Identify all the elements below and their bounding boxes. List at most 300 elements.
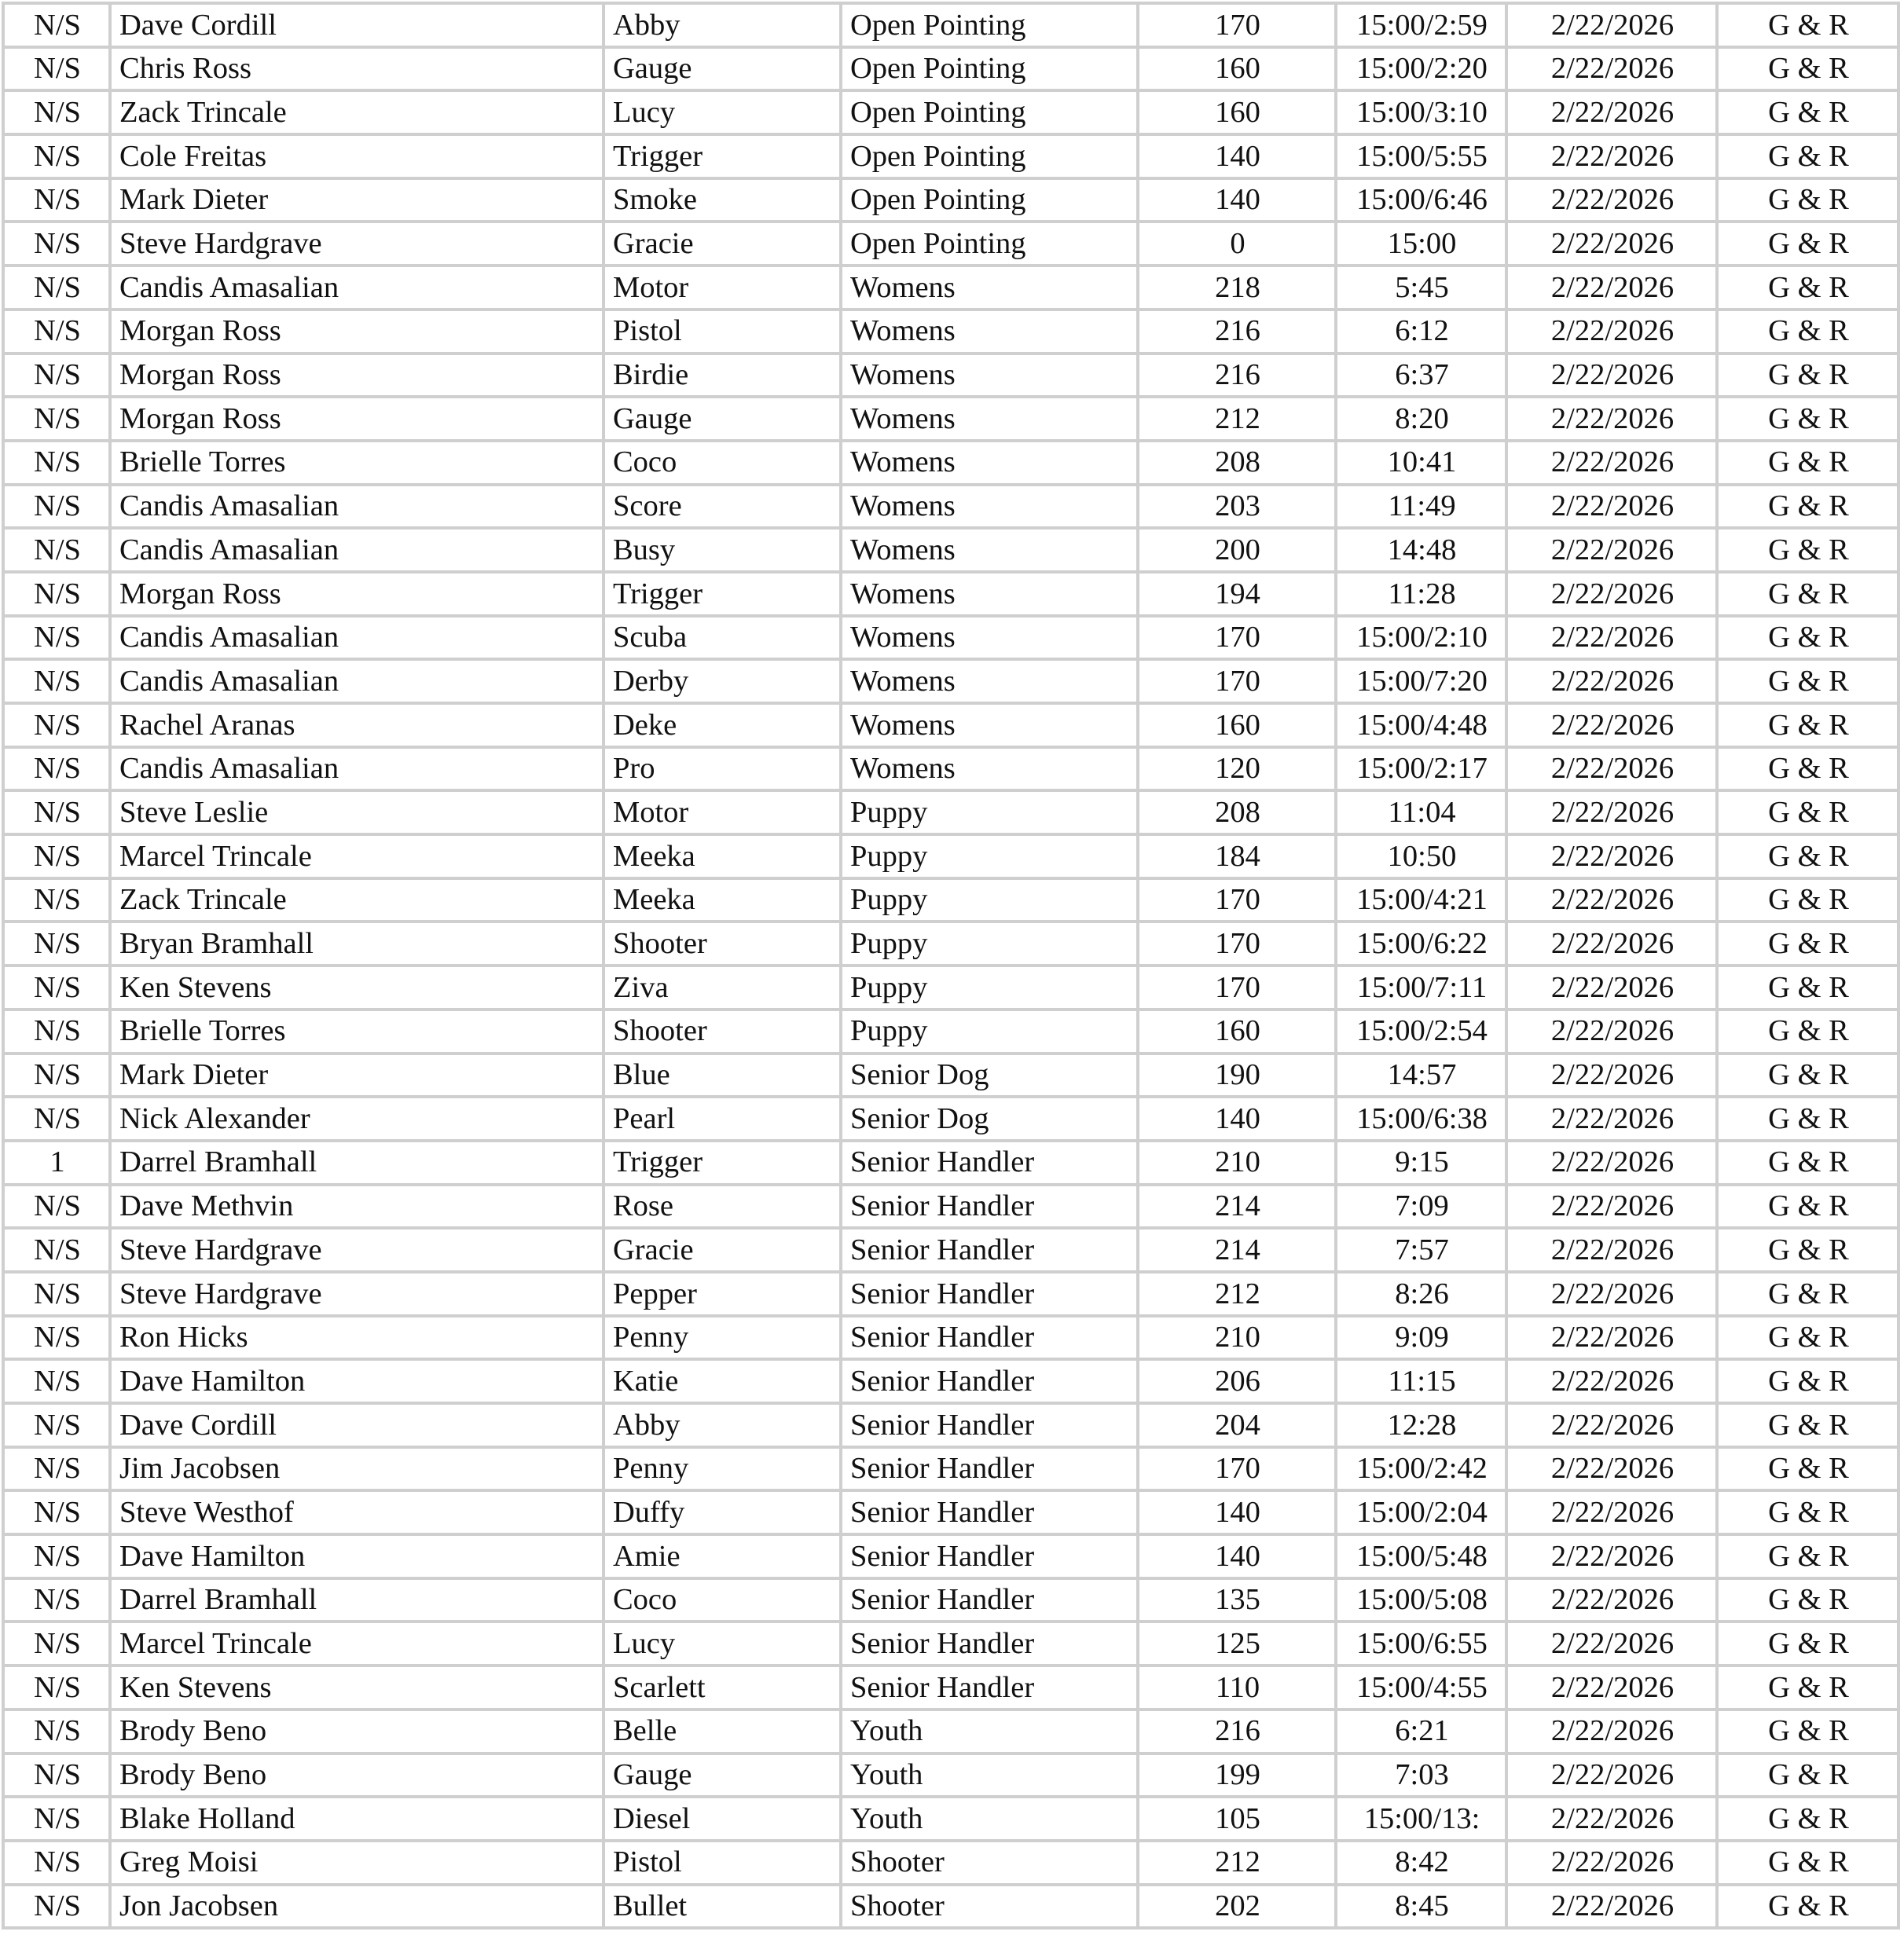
score-cell: 170 [1138,616,1336,660]
time-cell: 6:12 [1336,310,1506,354]
handler-cell: Candis Amasalian [110,485,603,529]
time-cell: 15:00/4:21 [1336,878,1506,922]
dog-cell: Birdie [603,354,841,398]
dog-cell: Pistol [603,1841,841,1885]
score-cell: 160 [1138,47,1336,91]
class-cell: Senior Handler [841,1272,1138,1316]
handler-cell: Jim Jacobsen [110,1447,603,1491]
score-cell: 214 [1138,1185,1336,1229]
place-cell: N/S [3,1885,110,1929]
place-cell: N/S [3,966,110,1010]
class-cell: Womens [841,310,1138,354]
dog-cell: Pro [603,747,841,791]
date-cell: 2/22/2026 [1506,1797,1717,1841]
dog-cell: Shooter [603,1010,841,1054]
dog-cell: Meeka [603,834,841,878]
time-cell: 15:00/2:59 [1336,3,1506,47]
table-row [3,1272,1898,1316]
handler-cell: Cole Freitas [110,134,603,178]
time-cell: 15:00/2:42 [1336,1447,1506,1491]
table-row [3,222,1898,266]
class-cell: Senior Handler [841,1228,1138,1272]
date-cell: 2/22/2026 [1506,485,1717,529]
club-cell: G & R [1717,1666,1898,1710]
dog-cell: Abby [603,3,841,47]
dog-cell: Coco [603,1578,841,1622]
dog-cell: Gauge [603,397,841,441]
table-row [3,1141,1898,1185]
club-cell: G & R [1717,441,1898,485]
time-cell: 15:00/6:55 [1336,1622,1506,1666]
time-cell: 14:57 [1336,1054,1506,1098]
date-cell: 2/22/2026 [1506,1754,1717,1798]
dog-cell: Lucy [603,1622,841,1666]
date-cell: 2/22/2026 [1506,1316,1717,1360]
score-cell: 212 [1138,1841,1336,1885]
handler-cell: Ken Stevens [110,966,603,1010]
handler-cell: Ken Stevens [110,1666,603,1710]
time-cell: 11:15 [1336,1359,1506,1403]
dog-cell: Gracie [603,222,841,266]
handler-cell: Candis Amasalian [110,659,603,703]
score-cell: 218 [1138,266,1336,310]
dog-cell: Trigger [603,572,841,616]
score-cell: 110 [1138,1666,1336,1710]
handler-cell: Candis Amasalian [110,747,603,791]
club-cell: G & R [1717,1622,1898,1666]
place-cell: N/S [3,572,110,616]
score-cell: 212 [1138,397,1336,441]
class-cell: Youth [841,1797,1138,1841]
club-cell: G & R [1717,90,1898,134]
table-row [3,47,1898,91]
class-cell: Womens [841,397,1138,441]
class-cell: Womens [841,572,1138,616]
date-cell: 2/22/2026 [1506,659,1717,703]
class-cell: Womens [841,747,1138,791]
dog-cell: Deke [603,703,841,747]
club-cell: G & R [1717,1447,1898,1491]
club-cell: G & R [1717,354,1898,398]
club-cell: G & R [1717,222,1898,266]
score-cell: 140 [1138,178,1336,222]
handler-cell: Morgan Ross [110,397,603,441]
place-cell: N/S [3,1272,110,1316]
handler-cell: Mark Dieter [110,178,603,222]
time-cell: 14:48 [1336,528,1506,572]
date-cell: 2/22/2026 [1506,747,1717,791]
place-cell: N/S [3,134,110,178]
handler-cell: Zack Trincale [110,878,603,922]
dog-cell: Bullet [603,1885,841,1929]
date-cell: 2/22/2026 [1506,178,1717,222]
date-cell: 2/22/2026 [1506,966,1717,1010]
dog-cell: Rose [603,1185,841,1229]
table-row [3,790,1898,834]
score-cell: 204 [1138,1403,1336,1447]
class-cell: Youth [841,1754,1138,1798]
dog-cell: Motor [603,790,841,834]
time-cell: 15:00/5:55 [1336,134,1506,178]
place-cell: N/S [3,834,110,878]
class-cell: Womens [841,528,1138,572]
date-cell: 2/22/2026 [1506,1272,1717,1316]
handler-cell: Morgan Ross [110,572,603,616]
score-cell: 140 [1138,134,1336,178]
handler-cell: Morgan Ross [110,310,603,354]
handler-cell: Mark Dieter [110,1054,603,1098]
place-cell: N/S [3,397,110,441]
score-cell: 140 [1138,1097,1336,1141]
club-cell: G & R [1717,659,1898,703]
class-cell: Womens [841,441,1138,485]
score-cell: 208 [1138,790,1336,834]
club-cell: G & R [1717,878,1898,922]
time-cell: 15:00/4:48 [1336,703,1506,747]
handler-cell: Blake Holland [110,1797,603,1841]
place-cell: N/S [3,1841,110,1885]
class-cell: Womens [841,354,1138,398]
club-cell: G & R [1717,397,1898,441]
club-cell: G & R [1717,485,1898,529]
handler-cell: Candis Amasalian [110,266,603,310]
club-cell: G & R [1717,1403,1898,1447]
dog-cell: Katie [603,1359,841,1403]
handler-cell: Marcel Trincale [110,1622,603,1666]
table-row [3,659,1898,703]
handler-cell: Jon Jacobsen [110,1885,603,1929]
class-cell: Open Pointing [841,178,1138,222]
time-cell: 15:00/6:38 [1336,1097,1506,1141]
table-row [3,266,1898,310]
date-cell: 2/22/2026 [1506,1578,1717,1622]
score-cell: 199 [1138,1754,1336,1798]
date-cell: 2/22/2026 [1506,90,1717,134]
date-cell: 2/22/2026 [1506,1710,1717,1754]
dog-cell: Duffy [603,1490,841,1534]
class-cell: Womens [841,485,1138,529]
club-cell: G & R [1717,616,1898,660]
score-cell: 170 [1138,1447,1336,1491]
place-cell: N/S [3,1010,110,1054]
dog-cell: Gracie [603,1228,841,1272]
class-cell: Womens [841,703,1138,747]
time-cell: 15:00 [1336,222,1506,266]
club-cell: G & R [1717,1097,1898,1141]
place-cell: N/S [3,1622,110,1666]
club-cell: G & R [1717,1054,1898,1098]
date-cell: 2/22/2026 [1506,354,1717,398]
score-cell: 194 [1138,572,1336,616]
class-cell: Youth [841,1710,1138,1754]
place-cell: N/S [3,441,110,485]
dog-cell: Pistol [603,310,841,354]
time-cell: 9:15 [1336,1141,1506,1185]
time-cell: 15:00/2:04 [1336,1490,1506,1534]
time-cell: 15:00/6:22 [1336,922,1506,966]
time-cell: 15:00/2:10 [1336,616,1506,660]
club-cell: G & R [1717,266,1898,310]
date-cell: 2/22/2026 [1506,790,1717,834]
table-row [3,1447,1898,1491]
date-cell: 2/22/2026 [1506,1185,1717,1229]
table-row [3,1885,1898,1929]
time-cell: 10:50 [1336,834,1506,878]
table-row [3,878,1898,922]
class-cell: Puppy [841,922,1138,966]
date-cell: 2/22/2026 [1506,310,1717,354]
time-cell: 11:04 [1336,790,1506,834]
time-cell: 12:28 [1336,1403,1506,1447]
dog-cell: Diesel [603,1797,841,1841]
handler-cell: Chris Ross [110,47,603,91]
table-row [3,1228,1898,1272]
club-cell: G & R [1717,1710,1898,1754]
table-row [3,1841,1898,1885]
table-row [3,1403,1898,1447]
score-cell: 125 [1138,1622,1336,1666]
place-cell: N/S [3,310,110,354]
club-cell: G & R [1717,178,1898,222]
place-cell: N/S [3,1403,110,1447]
score-cell: 120 [1138,747,1336,791]
date-cell: 2/22/2026 [1506,703,1717,747]
place-cell: N/S [3,354,110,398]
place-cell: N/S [3,1097,110,1141]
dog-cell: Gauge [603,1754,841,1798]
handler-cell: Ron Hicks [110,1316,603,1360]
table-row [3,354,1898,398]
place-cell: N/S [3,1666,110,1710]
time-cell: 15:00/7:11 [1336,966,1506,1010]
dog-cell: Shooter [603,922,841,966]
dog-cell: Abby [603,1403,841,1447]
date-cell: 2/22/2026 [1506,1534,1717,1578]
table-row [3,747,1898,791]
handler-cell: Zack Trincale [110,90,603,134]
class-cell: Womens [841,659,1138,703]
date-cell: 2/22/2026 [1506,1359,1717,1403]
score-cell: 202 [1138,1885,1336,1929]
date-cell: 2/22/2026 [1506,1841,1717,1885]
time-cell: 15:00/5:08 [1336,1578,1506,1622]
date-cell: 2/22/2026 [1506,1490,1717,1534]
place-cell: N/S [3,90,110,134]
date-cell: 2/22/2026 [1506,1666,1717,1710]
table-row [3,90,1898,134]
handler-cell: Dave Cordill [110,1403,603,1447]
time-cell: 15:00/6:46 [1336,178,1506,222]
score-cell: 170 [1138,3,1336,47]
class-cell: Senior Handler [841,1490,1138,1534]
date-cell: 2/22/2026 [1506,878,1717,922]
class-cell: Puppy [841,790,1138,834]
time-cell: 6:37 [1336,354,1506,398]
dog-cell: Coco [603,441,841,485]
handler-cell: Dave Hamilton [110,1534,603,1578]
club-cell: G & R [1717,1185,1898,1229]
table-row [3,572,1898,616]
class-cell: Puppy [841,878,1138,922]
dog-cell: Smoke [603,178,841,222]
time-cell: 8:42 [1336,1841,1506,1885]
time-cell: 11:28 [1336,572,1506,616]
class-cell: Senior Handler [841,1403,1138,1447]
date-cell: 2/22/2026 [1506,441,1717,485]
score-cell: 216 [1138,1710,1336,1754]
handler-cell: Darrel Bramhall [110,1578,603,1622]
score-cell: 216 [1138,354,1336,398]
time-cell: 7:03 [1336,1754,1506,1798]
class-cell: Senior Handler [841,1359,1138,1403]
table-row [3,1754,1898,1798]
dog-cell: Trigger [603,134,841,178]
club-cell: G & R [1717,790,1898,834]
dog-cell: Pearl [603,1097,841,1141]
score-cell: 210 [1138,1141,1336,1185]
date-cell: 2/22/2026 [1506,266,1717,310]
dog-cell: Meeka [603,878,841,922]
date-cell: 2/22/2026 [1506,528,1717,572]
handler-cell: Brody Beno [110,1754,603,1798]
place-cell: N/S [3,1447,110,1491]
handler-cell: Darrel Bramhall [110,1141,603,1185]
score-cell: 160 [1138,1010,1336,1054]
time-cell: 15:00/2:17 [1336,747,1506,791]
handler-cell: Brielle Torres [110,1010,603,1054]
table-row [3,528,1898,572]
date-cell: 2/22/2026 [1506,134,1717,178]
handler-cell: Brody Beno [110,1710,603,1754]
handler-cell: Dave Methvin [110,1185,603,1229]
handler-cell: Steve Hardgrave [110,1228,603,1272]
score-cell: 216 [1138,310,1336,354]
handler-cell: Rachel Aranas [110,703,603,747]
place-cell: N/S [3,747,110,791]
dog-cell: Trigger [603,1141,841,1185]
handler-cell: Candis Amasalian [110,616,603,660]
place-cell: N/S [3,659,110,703]
score-cell: 190 [1138,1054,1336,1098]
club-cell: G & R [1717,1316,1898,1360]
table-row [3,1316,1898,1360]
club-cell: G & R [1717,1010,1898,1054]
table-row [3,310,1898,354]
class-cell: Shooter [841,1841,1138,1885]
time-cell: 15:00/3:10 [1336,90,1506,134]
place-cell: N/S [3,1185,110,1229]
dog-cell: Belle [603,1710,841,1754]
date-cell: 2/22/2026 [1506,1447,1717,1491]
place-cell: N/S [3,528,110,572]
dog-cell: Scuba [603,616,841,660]
dog-cell: Blue [603,1054,841,1098]
score-cell: 208 [1138,441,1336,485]
handler-cell: Morgan Ross [110,354,603,398]
dog-cell: Ziva [603,966,841,1010]
score-cell: 0 [1138,222,1336,266]
score-cell: 160 [1138,703,1336,747]
time-cell: 6:21 [1336,1710,1506,1754]
place-cell: N/S [3,485,110,529]
handler-cell: Dave Cordill [110,3,603,47]
club-cell: G & R [1717,1359,1898,1403]
time-cell: 15:00/2:20 [1336,47,1506,91]
handler-cell: Nick Alexander [110,1097,603,1141]
class-cell: Senior Handler [841,1447,1138,1491]
date-cell: 2/22/2026 [1506,1885,1717,1929]
club-cell: G & R [1717,1141,1898,1185]
score-cell: 140 [1138,1534,1336,1578]
club-cell: G & R [1717,834,1898,878]
dog-cell: Amie [603,1534,841,1578]
class-cell: Senior Dog [841,1054,1138,1098]
date-cell: 2/22/2026 [1506,1622,1717,1666]
handler-cell: Steve Leslie [110,790,603,834]
table-row [3,1534,1898,1578]
score-cell: 170 [1138,659,1336,703]
table-row [3,1797,1898,1841]
date-cell: 2/22/2026 [1506,397,1717,441]
score-cell: 135 [1138,1578,1336,1622]
table-row [3,703,1898,747]
table-row [3,441,1898,485]
class-cell: Senior Handler [841,1185,1138,1229]
date-cell: 2/22/2026 [1506,47,1717,91]
time-cell: 5:45 [1336,266,1506,310]
place-cell: N/S [3,1228,110,1272]
score-cell: 200 [1138,528,1336,572]
time-cell: 8:20 [1336,397,1506,441]
handler-cell: Brielle Torres [110,441,603,485]
club-cell: G & R [1717,134,1898,178]
club-cell: G & R [1717,966,1898,1010]
handler-cell: Bryan Bramhall [110,922,603,966]
table-row [3,1185,1898,1229]
club-cell: G & R [1717,1578,1898,1622]
place-cell: N/S [3,1534,110,1578]
class-cell: Puppy [841,1010,1138,1054]
class-cell: Open Pointing [841,90,1138,134]
class-cell: Senior Handler [841,1141,1138,1185]
dog-cell: Penny [603,1316,841,1360]
club-cell: G & R [1717,528,1898,572]
time-cell: 15:00/5:48 [1336,1534,1506,1578]
class-cell: Open Pointing [841,47,1138,91]
table-row [3,397,1898,441]
time-cell: 15:00/2:54 [1336,1010,1506,1054]
table-row [3,1666,1898,1710]
score-cell: 214 [1138,1228,1336,1272]
club-cell: G & R [1717,572,1898,616]
club-cell: G & R [1717,703,1898,747]
results-table-body [3,3,1898,1928]
club-cell: G & R [1717,1228,1898,1272]
class-cell: Shooter [841,1885,1138,1929]
table-row [3,834,1898,878]
time-cell: 8:26 [1336,1272,1506,1316]
handler-cell: Candis Amasalian [110,528,603,572]
club-cell: G & R [1717,1797,1898,1841]
time-cell: 15:00/13: [1336,1797,1506,1841]
class-cell: Senior Handler [841,1534,1138,1578]
place-cell: N/S [3,878,110,922]
class-cell: Womens [841,616,1138,660]
place-cell: N/S [3,1490,110,1534]
table-row [3,134,1898,178]
table-row [3,178,1898,222]
score-cell: 105 [1138,1797,1336,1841]
